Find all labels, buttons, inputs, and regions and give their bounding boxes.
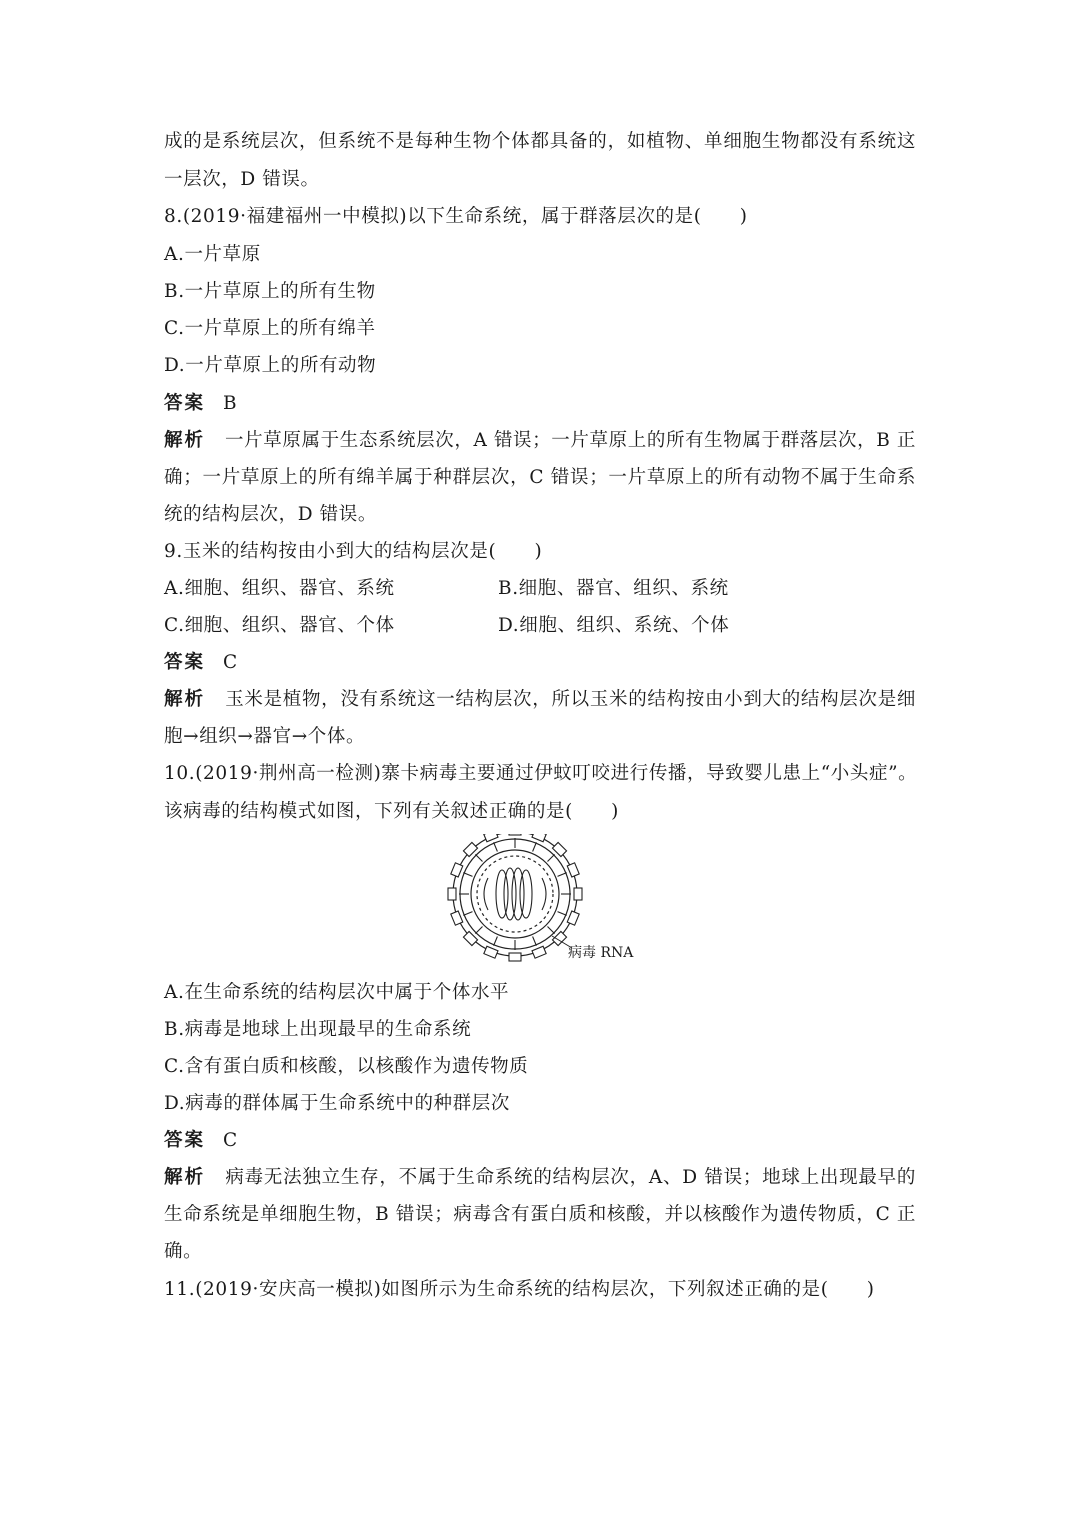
q9-answer	[164, 651, 916, 675]
virus-spike-stem	[494, 842, 498, 851]
figure-label-virus-rna: 病毒 RNA	[568, 945, 634, 961]
q11-stem: 11.(2019·安庆高一模拟)如图所示为生命系统的结构层次，下列叙述正确的是( )	[164, 1279, 875, 1300]
q8-answer	[164, 392, 916, 416]
virus-spike-stem	[463, 873, 472, 877]
q8-option-a: A.一片草原	[164, 244, 261, 265]
q10-option-c: C.含有蛋白质和核酸，以核酸作为遗传物质	[164, 1056, 529, 1077]
answer-label: 答案	[164, 1130, 206, 1151]
virus-spike-stem	[548, 927, 555, 934]
q10-option-d: D.病毒的群体属于生命系统中的种群层次	[164, 1093, 510, 1114]
virus-spike	[532, 946, 546, 958]
virus-spike-stem	[558, 912, 567, 916]
q10-stem-line-1: 10.(2019·荆州高一检测)寨卡病毒主要通过伊蚊叮咬进行传播，导致婴儿患上“小头症”。	[164, 763, 918, 784]
answer-label: 答案	[164, 393, 206, 414]
virus-spike	[532, 834, 546, 842]
virus-spike-stem	[475, 854, 482, 861]
q9-option-a: A.细胞、组织、器官、系统	[164, 578, 395, 599]
q10-answer	[164, 1129, 916, 1153]
virus-spike-stem	[475, 927, 482, 934]
q8-option-c: C.一片草原上的所有绵羊	[164, 318, 376, 339]
q10-option-a: A.在生命系统的结构层次中属于个体水平	[164, 982, 510, 1003]
q9-option-b: B.细胞、器官、组织、系统	[498, 578, 729, 599]
virus-spike-stem	[533, 937, 537, 946]
virus-spike-stem	[548, 854, 555, 861]
q8-analysis-line-2: 确；一片草原上的所有绵羊属于种群层次，C 错误；一片草原上的所有动物不属于生命系	[164, 467, 916, 488]
virus-spike-stem	[533, 842, 537, 851]
virus-spike-stem	[463, 912, 472, 916]
virus-spike	[574, 888, 582, 900]
virus-spike	[448, 888, 456, 900]
answer-label: 答案	[164, 652, 206, 673]
virus-spike-stem	[558, 873, 567, 877]
analysis-label: 解析	[164, 1167, 206, 1188]
analysis-label: 解析	[164, 689, 206, 710]
q8-analysis-line-1	[164, 429, 916, 453]
answer-value: C	[223, 1130, 238, 1151]
q8-option-d: D.一片草原上的所有动物	[164, 355, 377, 376]
virus-spike	[484, 946, 498, 958]
virus-spike	[451, 863, 463, 877]
virus-spike	[509, 834, 521, 835]
q10-analysis-line-2: 生命系统是单细胞生物，B 错误；病毒含有蛋白质和核酸，并以核酸作为遗传物质，C 正	[164, 1204, 916, 1225]
q9-option-c: C.细胞、组织、器官、个体	[164, 615, 395, 636]
q8-option-b: B.一片草原上的所有生物	[164, 281, 376, 302]
virus-spike-stem	[494, 937, 498, 946]
q9-option-d: D.细胞、组织、系统、个体	[498, 615, 730, 636]
q9-stem: 9.玉米的结构按由小到大的结构层次是( )	[164, 541, 543, 562]
continuation-line-1: 成的是系统层次，但系统不是每种生物个体都具备的，如植物、单细胞生物都没有系统这	[164, 131, 916, 152]
analysis-text: 一片草原属于生态系统层次，A 错误；一片草原上的所有生物属于群落层次，B 正	[225, 430, 916, 451]
virus-spike	[484, 834, 498, 842]
continuation-line-2: 一层次，D 错误。	[164, 169, 320, 190]
q9-analysis-line-2: 胞→组织→器官→个体。	[164, 726, 366, 747]
virus-spike	[567, 863, 579, 877]
virus-spike	[567, 911, 579, 925]
analysis-label: 解析	[164, 430, 206, 451]
virus-spike	[509, 953, 521, 961]
q8-analysis-line-3: 统的结构层次，D 错误。	[164, 504, 377, 525]
q9-analysis-line-1	[164, 688, 916, 712]
q10-option-b: B.病毒是地球上出现最早的生命系统	[164, 1019, 472, 1040]
analysis-text: 玉米是植物，没有系统这一结构层次，所以玉米的结构按由小到大的结构层次是细	[225, 689, 916, 710]
q10-stem-line-2: 该病毒的结构模式如图，下列有关叙述正确的是( )	[164, 801, 619, 822]
virus-capsid-inner	[477, 856, 553, 932]
q10-analysis-line-1	[164, 1166, 916, 1190]
q10-analysis-line-3: 确。	[164, 1241, 203, 1262]
virus-spike	[451, 911, 463, 925]
q8-stem: 8.(2019·福建福州一中模拟)以下生命系统，属于群落层次的是( )	[164, 206, 748, 227]
answer-value: C	[223, 652, 238, 673]
virus-rna-coil	[484, 868, 546, 920]
analysis-text: 病毒无法独立生存，不属于生命系统的结构层次，A、D 错误；地球上出现最早的	[225, 1167, 916, 1188]
answer-value: B	[223, 393, 238, 414]
